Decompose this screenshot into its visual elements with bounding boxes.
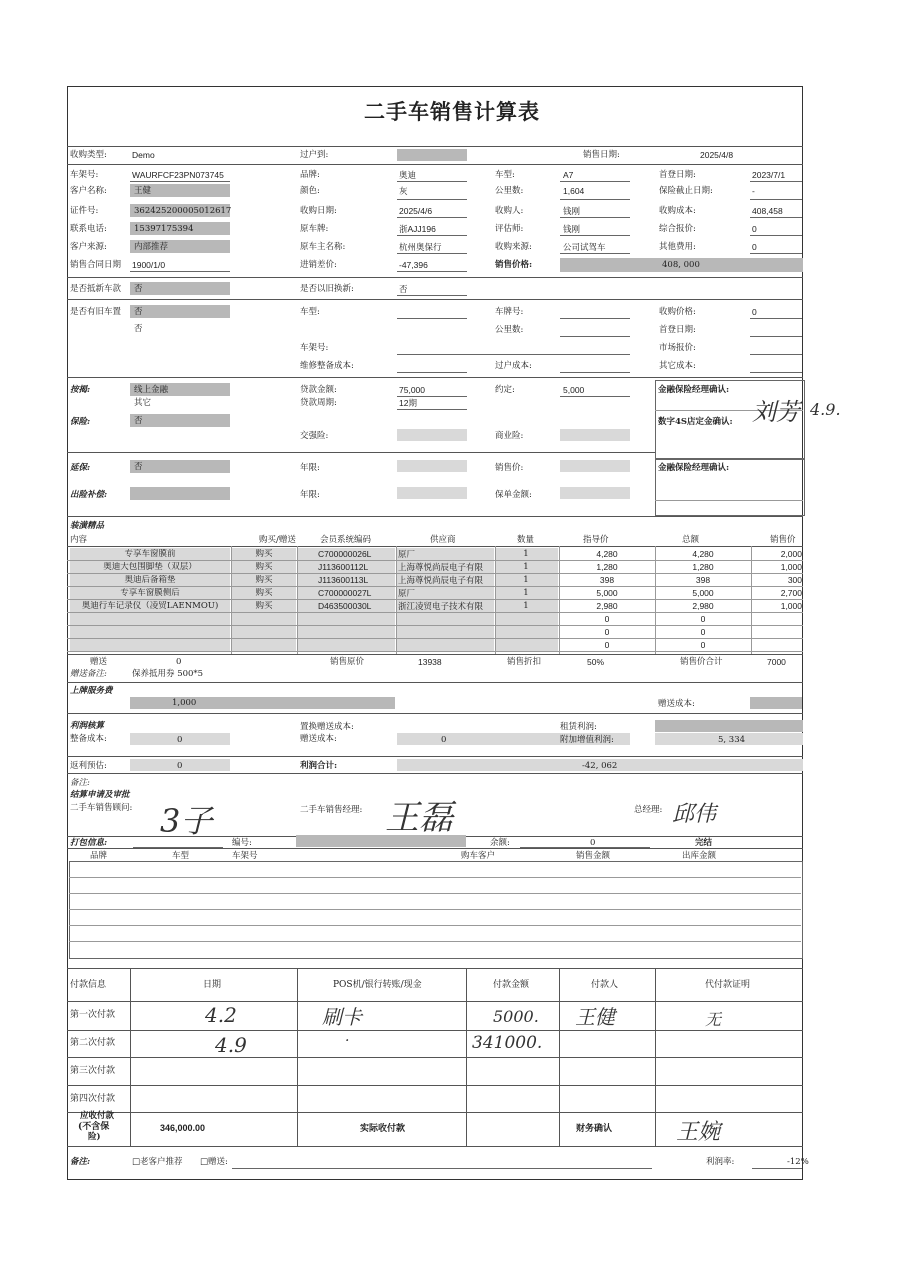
ext-warranty-label: 延保: <box>70 463 91 473</box>
fin-mgr-confirm2-label: 金融保险经理确认: <box>658 463 730 473</box>
acc-item-sale: 1,000 <box>780 562 802 572</box>
acc-item-type: 购买 <box>255 562 273 572</box>
pay-row-1-proof: 无 <box>705 1010 722 1029</box>
pay-row-2-label: 第二次付款 <box>70 1038 116 1048</box>
pay-row-1-amount: 5000. <box>493 1007 539 1026</box>
discount-label: 销售折扣 <box>507 657 542 667</box>
footer-remark-label: 备注: <box>70 1157 91 1167</box>
loan-period-value: 12期 <box>399 398 417 408</box>
profit-total-label: 利润合计: <box>300 761 338 771</box>
acc-item-type: 购买 <box>255 588 273 598</box>
pay-row-1-method: 刷卡 <box>322 1005 362 1029</box>
acc-item-supplier: 原厂 <box>398 549 416 559</box>
acq-date-value: 2025/4/6 <box>399 206 433 216</box>
total-label-1: 应收付款 <box>80 1111 115 1121</box>
acc-item-guide: 4,280 <box>596 549 618 559</box>
acc-item-qty: 1 <box>523 588 529 598</box>
orig-price-value: 13938 <box>418 657 442 667</box>
id-value: 362425200005012617 <box>134 206 232 216</box>
acc-item-type: 购买 <box>255 575 273 585</box>
brand-value: 奥迪 <box>399 170 417 180</box>
acc-item-total: 0 <box>700 640 706 650</box>
old-buy-price-value: 0 <box>752 307 757 317</box>
purchase-type-label: 收购类型: <box>70 150 107 160</box>
acc-item-name: 专享车窗膜前 <box>124 549 176 559</box>
color-label: 颜色: <box>300 186 320 196</box>
pay-row-1-payer: 王健 <box>575 1005 615 1029</box>
market-price-label: 市场报价: <box>659 343 696 353</box>
pack-header-outbound: 出库金额 <box>682 851 717 861</box>
years2-label: 年限: <box>300 490 320 500</box>
manager-label: 二手车销售经理: <box>300 805 363 815</box>
apply-label: 结算申请及审批 <box>70 790 130 800</box>
acc-item-guide: 5,000 <box>596 588 618 598</box>
pay-row-4-label: 第四次付款 <box>70 1094 116 1104</box>
acc-item-supplier: 原厂 <box>398 588 416 598</box>
profit-rate-label: 利润率: <box>706 1157 735 1167</box>
mileage-value: 1,604 <box>563 186 585 196</box>
acc-header-total: 总额 <box>682 535 700 545</box>
acc-item-qty: 1 <box>523 562 529 572</box>
total-label-3: 险) <box>88 1132 101 1142</box>
number-label: 编号: <box>232 838 252 848</box>
mortgage-value: 线上金融 <box>134 385 169 395</box>
service-gift-cost-label: 赠送成本: <box>658 699 695 709</box>
acq-date-label: 收购日期: <box>300 206 337 216</box>
pack-header-brand: 品牌 <box>90 851 108 861</box>
id-label: 证件号: <box>70 206 99 216</box>
source-label: 客户来源: <box>70 242 107 252</box>
pack-label: 打包信息: <box>70 838 108 848</box>
warranty-sale-price-label: 销售价: <box>495 463 524 473</box>
acc-item-sale: 1,000 <box>780 601 802 611</box>
finance-confirm-label: 财务确认 <box>576 1123 613 1133</box>
years-label: 年限: <box>300 463 320 473</box>
total-label-2: (不含保 <box>78 1122 110 1132</box>
acc-item-name: 专享车窗膜侧后 <box>120 588 180 598</box>
pack-header-model: 车型 <box>172 851 190 861</box>
acc-item-sale: 300 <box>787 575 802 585</box>
pay-header-amount: 付款金额 <box>493 980 530 990</box>
loan-amount-label: 贷款金额: <box>300 385 337 395</box>
service-label: 上牌服务费 <box>70 686 113 696</box>
replace-gift-label: 置换赠送成本: <box>300 722 354 732</box>
page-title: 二手车销售计算表 <box>364 100 540 124</box>
profit-label: 利润核算 <box>70 721 105 731</box>
risk-label: 出险补偿: <box>70 490 108 500</box>
old-mileage-label: 公里数: <box>495 325 524 335</box>
loan-amount-value: 75,000 <box>399 385 425 395</box>
model-value: A7 <box>563 170 574 180</box>
acc-header-supplier: 供应商 <box>430 535 456 545</box>
footer-check-gift: □赠送: <box>200 1157 228 1167</box>
balance-label: 余额: <box>490 838 510 848</box>
acc-item-qty: 1 <box>523 549 529 559</box>
accessories-section-label: 装潢精品 <box>70 521 105 531</box>
new-car-offset-value: 否 <box>134 284 143 294</box>
acc-header-qty: 数量 <box>517 535 535 545</box>
status-value: 完结 <box>695 838 713 848</box>
acc-item-guide: 0 <box>604 614 610 624</box>
customer-value: 王健 <box>134 186 152 196</box>
vin-value: WAURFCF23PN073745 <box>132 170 224 180</box>
acc-item-guide: 2,980 <box>596 601 618 611</box>
acc-header-code: 会员系统编码 <box>320 535 372 545</box>
gift-value: 0 <box>176 657 182 667</box>
gift-note-value: 保养抵用券 500*5 <box>132 669 204 679</box>
other-cost-label: 其它成本: <box>659 361 696 371</box>
acc-item-supplier: 上海尊悦尚辰电子有限 <box>398 575 484 585</box>
acq-source-label: 收购来源: <box>495 242 532 252</box>
orig-owner-value: 杭州奥保行 <box>399 242 442 252</box>
acc-item-name: 奥迪行车记录仪（凌贸LAENMOU) <box>81 601 219 611</box>
finance-signature: 王婉 <box>676 1120 721 1145</box>
overall-quote-label: 综合报价: <box>659 224 696 234</box>
has-old-car-label: 是否有旧车置 <box>70 307 122 317</box>
pay-row-1-date: 4.2 <box>205 1003 237 1027</box>
acq-cost-value: 408,458 <box>752 206 783 216</box>
purchase-type-value: Demo <box>132 150 155 160</box>
profit-gift-cost-label: 赠送成本: <box>300 734 337 744</box>
consultant-signature: 3子 <box>160 802 213 840</box>
pay-row-2-amount: 341000. <box>472 1033 543 1053</box>
vat-profit-label: 附加增值利润: <box>560 735 614 745</box>
pay-row-1-label: 第一次付款 <box>70 1010 116 1020</box>
agreed-value: 5,000 <box>563 385 585 395</box>
profit-rate-value: -12% <box>787 1157 809 1167</box>
acc-item-type: 购买 <box>255 601 273 611</box>
acc-item-total: 0 <box>700 614 706 624</box>
pay-row-2-method: · <box>345 1033 350 1049</box>
contract-date-value: 1900/1/0 <box>132 260 166 270</box>
acc-item-total: 0 <box>700 627 706 637</box>
insurance-end-value: - <box>752 186 755 196</box>
acc-item-code: C700000027L <box>318 588 372 598</box>
acc-item-code: J113600113L <box>318 575 369 585</box>
total-value: 346,000.00 <box>160 1123 206 1133</box>
pay-header-date: 日期 <box>203 980 222 990</box>
service-value: 1,000 <box>172 698 197 708</box>
acc-item-total: 1,280 <box>692 562 714 572</box>
orig-owner-label: 原车主名称: <box>300 242 346 252</box>
acc-item-supplier: 上海尊悦尚辰电子有限 <box>398 562 484 572</box>
acc-header-buy-gift: 购买/赠送 <box>259 535 296 545</box>
old-buy-price-label: 收购价格: <box>659 307 696 317</box>
acc-item-sale: 2,700 <box>780 588 802 598</box>
transfer-cost-label: 过户成本: <box>495 361 532 371</box>
fin-mgr-confirm-label: 金融保险经理确认: <box>658 385 730 395</box>
trade-in-value: 否 <box>399 284 408 294</box>
mortgage-value-2: 其它 <box>134 398 152 408</box>
compulsory-label: 交强险: <box>300 431 329 441</box>
acc-total-label: 销售价合计 <box>680 657 723 667</box>
has-old-car-value-2: 否 <box>134 324 143 334</box>
old-plate-label: 车牌号: <box>495 307 524 317</box>
transfer-to-label: 过户到: <box>300 150 329 160</box>
acc-item-qty: 1 <box>523 601 529 611</box>
profit-gift-cost-value: 0 <box>441 735 447 745</box>
acq-person-value: 钱刚 <box>563 206 581 216</box>
phone-value: 15397175394 <box>134 224 194 234</box>
manager-signature: 王磊 <box>385 798 453 838</box>
mortgage-label: 按揭: <box>70 385 91 395</box>
acc-item-guide: 398 <box>599 575 615 585</box>
acc-item-total: 5,000 <box>692 588 714 598</box>
sale-date-value: 2025/4/8 <box>700 150 734 160</box>
pay-row-3-label: 第三次付款 <box>70 1066 116 1076</box>
first-reg-label: 首登日期: <box>659 170 696 180</box>
rebate-label: 返利预估: <box>70 761 107 771</box>
lease-profit-label: 租赁利润: <box>560 722 597 732</box>
sale-price-label: 销售价格: <box>495 260 533 270</box>
pay-header-payer: 付款人 <box>591 980 619 990</box>
insurance-label: 保险: <box>70 417 91 427</box>
pack-header-customer: 购车客户 <box>461 851 496 861</box>
sale-date-label: 销售日期: <box>583 150 620 160</box>
plate-value: 浙AJJ196 <box>399 224 436 234</box>
acc-item-guide: 1,280 <box>596 562 618 572</box>
acq-cost-label: 收购成本: <box>659 206 696 216</box>
acc-item-total: 398 <box>695 575 711 585</box>
sales-consultant-label: 二手车销售顾问: <box>70 803 133 813</box>
old-first-reg-label: 首登日期: <box>659 325 696 335</box>
price-diff-label: 进销差价: <box>300 260 337 270</box>
balance-value: 0 <box>590 838 596 848</box>
pay-header-info: 付款信息 <box>70 980 107 990</box>
policy-amount-label: 保单金额: <box>495 490 532 500</box>
phone-label: 联系电话: <box>70 224 107 234</box>
overall-quote-value: 0 <box>752 224 757 234</box>
sale-price-value: 408, 000 <box>662 260 700 270</box>
prep-cost-label: 整备成本: <box>70 734 107 744</box>
acc-item-sale: 2,000 <box>780 549 802 559</box>
old-vin-label: 车架号: <box>300 343 329 353</box>
pay-header-method: POS机/银行转账/现金 <box>333 980 422 990</box>
vat-profit-value: 5, 334 <box>718 735 746 745</box>
fin-mgr-signature-date: 4.9. <box>810 400 841 419</box>
acc-total-value: 7000 <box>767 657 786 667</box>
first-reg-value: 2023/7/1 <box>752 170 786 180</box>
insurance-value: 否 <box>134 416 143 426</box>
other-fee-label: 其他费用: <box>659 242 696 252</box>
acc-header-content: 内容 <box>70 535 88 545</box>
pay-header-proof: 代付款证明 <box>705 980 751 990</box>
old-model-label: 车型: <box>300 307 320 317</box>
has-old-car-value: 否 <box>134 307 143 317</box>
acc-item-name: 奥迪后备箱垫 <box>124 575 176 585</box>
agreed-label: 约定: <box>495 385 515 395</box>
pack-header-vin: 车架号 <box>232 851 258 861</box>
acc-item-total: 4,280 <box>692 549 714 559</box>
trade-in-label: 是否以旧换新: <box>300 284 354 294</box>
discount-value: 50% <box>587 657 605 667</box>
gift-note-label: 赠送备注: <box>70 669 107 679</box>
brand-label: 品牌: <box>300 170 320 180</box>
loan-period-label: 贷款周期: <box>300 398 337 408</box>
contract-date-label: 销售合同日期 <box>70 260 122 270</box>
gm-signature: 邱伟 <box>672 802 717 827</box>
actual-label: 实际收付款 <box>360 1123 406 1133</box>
commercial-label: 商业险: <box>495 431 524 441</box>
gm-label: 总经理: <box>634 805 663 815</box>
acc-item-supplier: 浙江凌贸电子技术有限 <box>398 601 484 611</box>
orig-price-label: 销售原价 <box>330 657 365 667</box>
acq-person-label: 收购人: <box>495 206 524 216</box>
mileage-label: 公里数: <box>495 186 524 196</box>
appraiser-label: 评估师: <box>495 224 524 234</box>
price-diff-value: -47,396 <box>399 260 428 270</box>
digital-4s-label: 数字4S店定金确认: <box>658 417 733 427</box>
new-car-offset-label: 是否抵新车款 <box>70 284 122 294</box>
fin-mgr-signature: 刘芳 <box>752 398 800 426</box>
profit-total-value: -42, 062 <box>582 761 618 771</box>
acc-item-code: C700000026L <box>318 549 372 559</box>
acc-item-guide: 0 <box>604 627 610 637</box>
source-value: 内部推荐 <box>134 242 169 252</box>
color-value: 灰 <box>399 186 408 196</box>
acc-header-sale-price: 销售价 <box>770 535 796 545</box>
other-fee-value: 0 <box>752 242 757 252</box>
rebate-value: 0 <box>177 761 183 771</box>
gift-label: 赠送 <box>90 657 108 667</box>
pay-row-2-date: 4.9 <box>215 1033 247 1057</box>
plate-label: 原车牌: <box>300 224 329 234</box>
insurance-end-label: 保险截止日期: <box>659 186 713 196</box>
prep-cost-value: 0 <box>177 735 183 745</box>
repair-cost-label: 维修整备成本: <box>300 361 354 371</box>
remark-label: 备注: <box>70 778 90 788</box>
acc-item-qty: 1 <box>523 575 529 585</box>
model-label: 车型: <box>495 170 515 180</box>
transfer-to-field <box>397 149 467 161</box>
vin-label: 车架号: <box>70 170 99 180</box>
acc-item-guide: 0 <box>604 640 610 650</box>
acc-item-code: D463500030L <box>318 601 372 611</box>
acc-item-type: 购买 <box>255 549 273 559</box>
acc-item-name: 奥迪大包围脚垫（双层） <box>103 562 197 572</box>
acc-item-total: 2,980 <box>692 601 714 611</box>
acq-source-value: 公司试驾车 <box>563 242 606 252</box>
customer-label: 客户名称: <box>70 186 107 196</box>
footer-check-old-customer: □老客户推荐 <box>132 1157 183 1167</box>
acc-header-guide-price: 指导价 <box>583 535 609 545</box>
acc-item-code: J113600112L <box>318 562 369 572</box>
appraiser-value: 钱刚 <box>563 224 581 234</box>
ext-warranty-value: 否 <box>134 462 143 472</box>
pack-header-sale-amount: 销售金额 <box>576 851 611 861</box>
